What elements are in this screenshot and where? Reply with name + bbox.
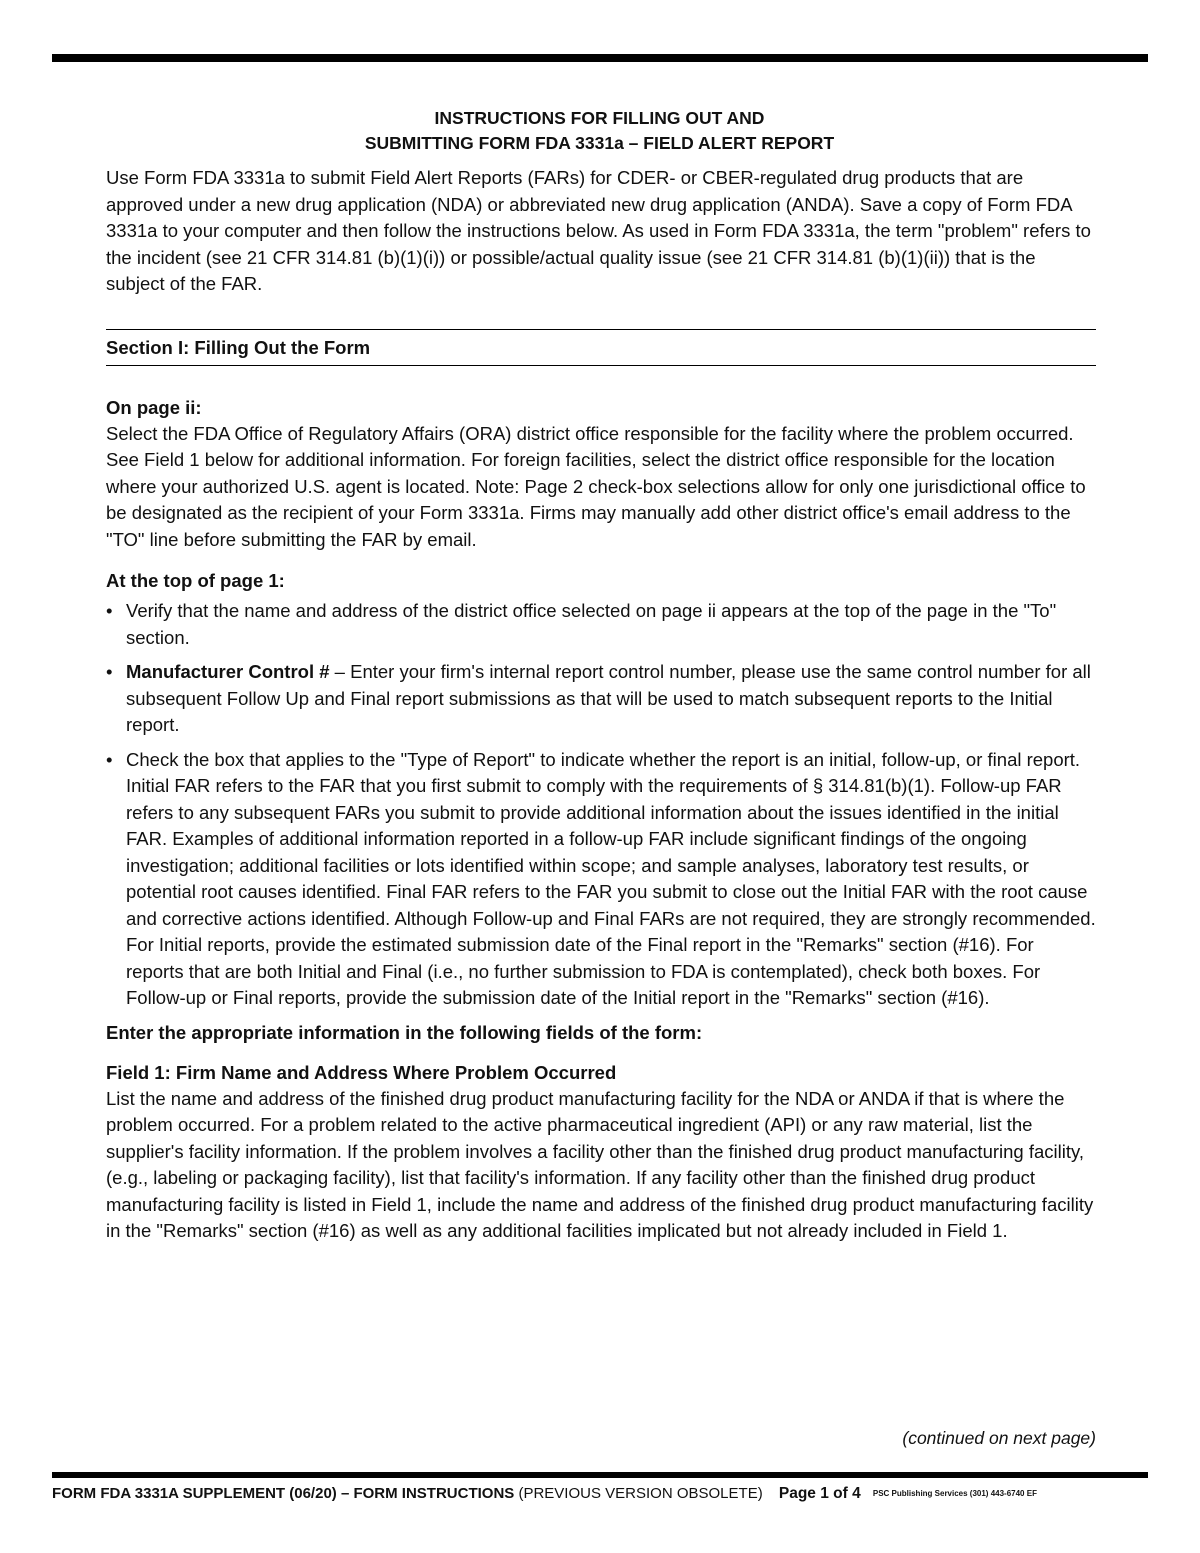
list-item-text: Verify that the name and address of the district office selected on page ii appears at the top of the page in the "To" section. (126, 600, 1057, 648)
footer-form-id: FORM FDA 3331A SUPPLEMENT (06/20) – FORM INSTRUCTIONS (52, 1485, 515, 1502)
section-1-heading: Section I: Filling Out the Form (106, 329, 1096, 366)
on-page-ii-heading: On page ii: (106, 396, 202, 418)
bullet-icon: • (106, 661, 113, 682)
page-content (106, 106, 1096, 1245)
list-item-text: Check the box that applies to the "Type of Report" to indicate whether the report is an initial, follow-up, or final report. Initial FAR refers to the FAR that you first submit to comply with the requirements of § 314.81(b)(1). Follow-up FAR refers to any subsequent FARs you submit to provide additional information about the issues identified in the initial FAR. Examples of additional information reported in a follow-up FAR include significant findings of the ongoing investigation; additional facilities or lots identified within scope; and sample analyses, laboratory test results, or potential root causes identified. Final FAR refers to the FAR you submit to close out the Initial FAR with the root cause and corrective actions identified. Although Follow-up and Final FARs are not required, they are strongly recommended. For Initial reports, provide the estimated submission date of the Final report in the "Remarks" section (#16). For reports that are both Initial and Final (i.e., no further submission to FDA is contemplated), check both boxes. For Follow-up or Final reports, provide the submission date of the Initial report in the "Remarks" section (#16). (126, 748, 1096, 1008)
enter-fields-heading: Enter the appropriate information in the following fields of the form: (106, 1021, 703, 1043)
bottom-rule (52, 1472, 1148, 1478)
list-item-text: – Enter your firm's internal report control number, please use the same control number for all subsequent Follow Up and Final report submissions as that will be used to match subsequent reports to the Initial report. (126, 661, 1091, 735)
page-title (103, 106, 1096, 156)
footer-obsolete-note: (PREVIOUS VERSION OBSOLETE) (518, 1485, 763, 1502)
top-of-page-1-list (106, 598, 1096, 1012)
field-1-text: List the name and address of the finished drug product manufacturing facility for the NDA or ANDA if that is where the problem occurred. For a problem related to the active pharmaceutical ingredient (API) or any raw material, list the supplier's facility information. If the problem involves a facility other than the finished drug product manufacturing facility, (e.g., labeling or packaging facility), list that facility's information. If any facility other than the finished drug product manufacturing facility is listed in Field 1, include the name and address of the finished drug product manufacturing facility in the "Remarks" section (#16) as well as any additional facilities implicated but not already included in Field 1. (106, 1087, 1094, 1241)
bullet-icon: • (106, 600, 113, 621)
title-line-1: INSTRUCTIONS FOR FILLING OUT AND (434, 108, 765, 128)
field-1-heading: Field 1: Firm Name and Address Where Problem Occurred (106, 1061, 617, 1083)
list-item (106, 747, 1096, 1012)
list-item (106, 659, 1096, 739)
bullet-icon: • (106, 748, 113, 770)
top-of-page-1-heading: At the top of page 1: (106, 570, 285, 591)
continued-note: (continued on next page) (902, 1428, 1096, 1448)
title-line-2: SUBMITTING FORM FDA 3331a – FIELD ALERT REPORT (364, 133, 835, 153)
footer-publisher: PSC Publishing Services (301) 443-6740 EF (872, 1489, 1037, 1499)
list-item (106, 598, 1096, 651)
page-footer (52, 1483, 1148, 1505)
footer-page-number: Page 1 of 4 (778, 1485, 861, 1502)
intro-paragraph: Use Form FDA 3331a to submit Field Alert Reports (FARs) for CDER- or CBER-regulated drug products that are approved under a new drug application (NDA) or abbreviated new drug application (ANDA). Save a copy of Form FDA 3331a to your computer and then follow the instructions below. As used in Form FDA 3331a, the term "problem" refers to the incident (see 21 CFR 314.81 (b)(1)(i)) or possible/actual quality issue (see 21 CFR 314.81 (b)(1)(ii)) that is the subject of the FAR. (106, 167, 1091, 294)
on-page-ii-text: Select the FDA Office of Regulatory Affairs (ORA) district office responsible for the facility where the problem occurred. See Field 1 below for additional information. For foreign facilities, select the district office responsible for the location where your authorized U.S. agent is located. Note: Page 2 check-box selections allow for only one jurisdictional office to be designated as the recipient of your Form 3331a. Firms may manually add other district office's email address to the "TO" line before submitting the FAR by email. (106, 422, 1086, 550)
top-rule (52, 54, 1148, 62)
list-item-bold-term: Manufacturer Control # (126, 661, 330, 682)
